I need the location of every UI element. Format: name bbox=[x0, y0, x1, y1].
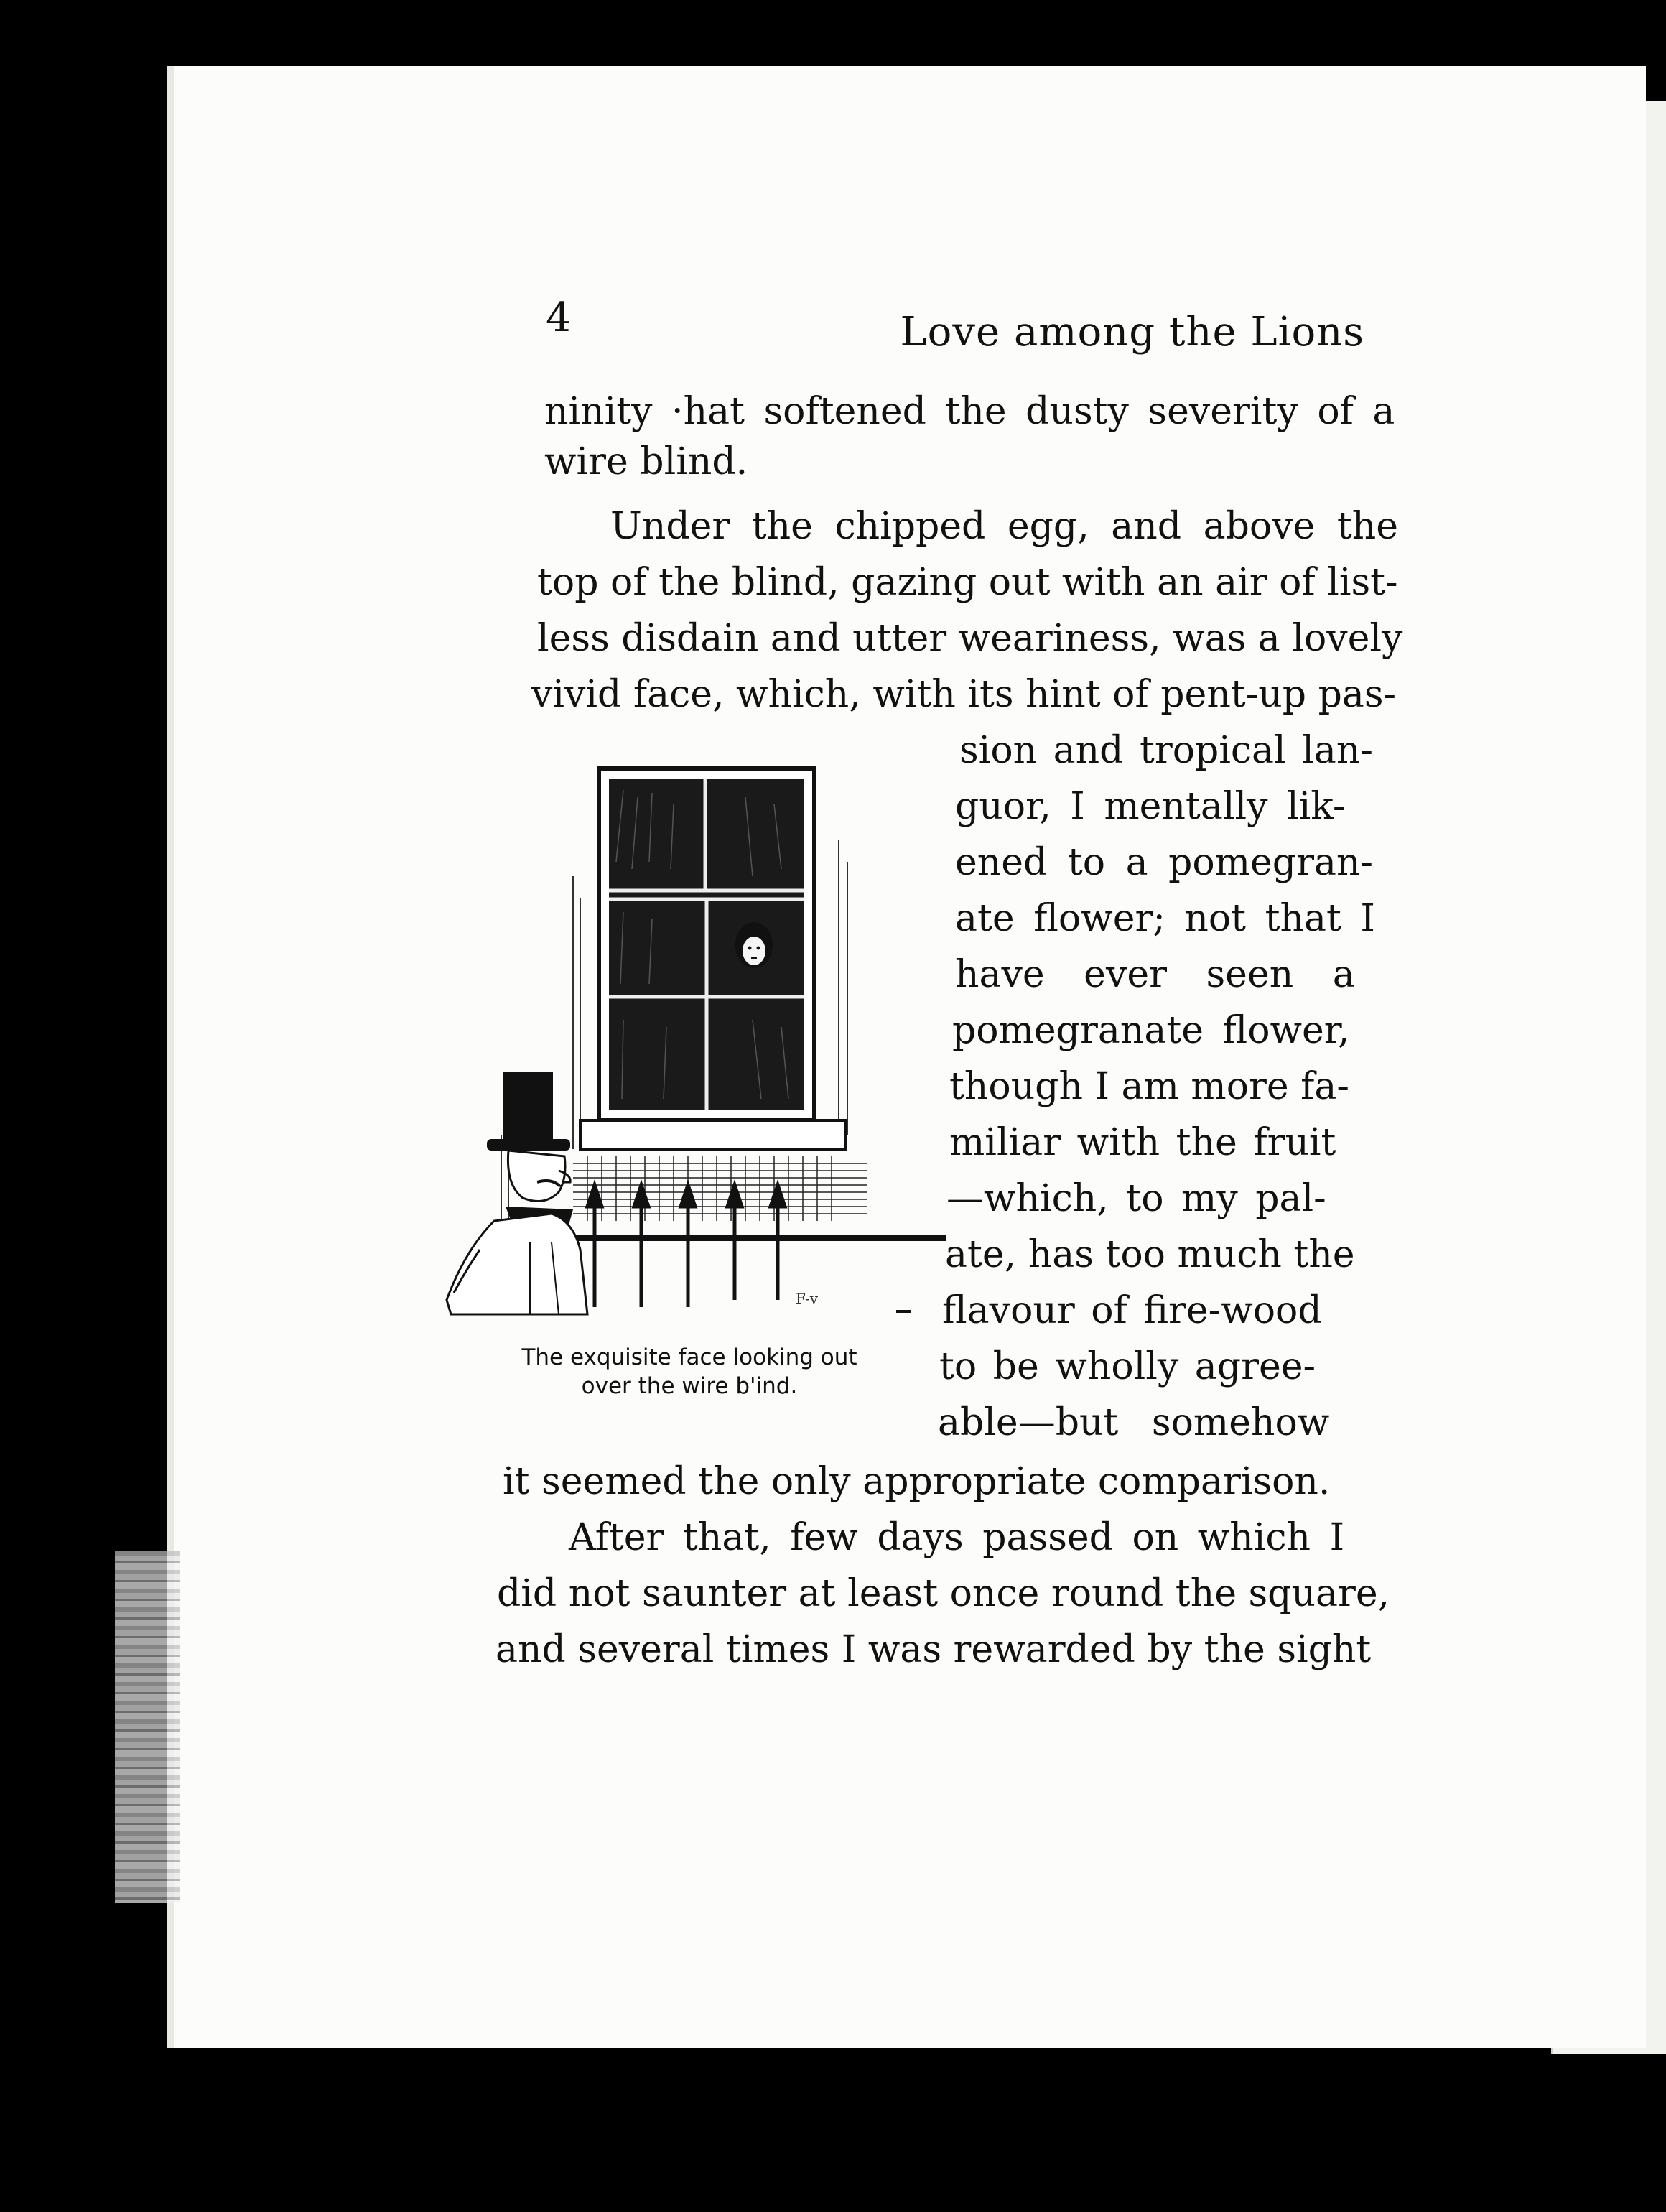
body-line: able—but somehow bbox=[938, 1401, 1330, 1444]
body-line: flavour of fire-wood bbox=[942, 1289, 1322, 1332]
body-line: it seemed the only appropriate comparison. bbox=[503, 1460, 1331, 1503]
illustration-caption bbox=[474, 1343, 905, 1400]
body-line: vivid face, which, with its hint of pent-up pas- bbox=[531, 673, 1397, 716]
caption-line: The exquisite face looking out bbox=[521, 1344, 857, 1370]
wire-blind bbox=[573, 1156, 867, 1221]
body-line: ate, has too much the bbox=[945, 1233, 1355, 1276]
body-line: to be wholly agree- bbox=[939, 1345, 1316, 1388]
page-header bbox=[546, 294, 1364, 373]
body-line: ened to a pomegran- bbox=[955, 841, 1373, 884]
body-line: though I am more fa- bbox=[949, 1065, 1349, 1108]
body-line: did not saunter at least once round the square, bbox=[497, 1572, 1390, 1615]
body-line: and several times I was rewarded by the sight bbox=[495, 1628, 1372, 1671]
body-line: ate flower; not that I bbox=[955, 897, 1375, 940]
window-sill bbox=[580, 1120, 846, 1149]
body-line: top of the blind, gazing out with an air of list- bbox=[537, 561, 1398, 604]
body-line: pomegranate flower, bbox=[952, 1009, 1350, 1052]
body-line: sion and tropical lan- bbox=[959, 729, 1373, 772]
body-line: wire blind. bbox=[544, 440, 748, 483]
face-in-window bbox=[735, 922, 773, 968]
body-line: ninity ·hat softened the dusty severity of a bbox=[544, 390, 1395, 433]
body-line: miliar with the fruit bbox=[949, 1121, 1336, 1164]
gentleman-figure bbox=[447, 1072, 587, 1314]
page-edge-stain bbox=[115, 1551, 180, 1903]
body-line: —which, to my pal- bbox=[946, 1177, 1326, 1220]
page-number: 4 bbox=[546, 294, 572, 341]
iron-railings bbox=[566, 1185, 946, 1307]
window-illustration bbox=[437, 747, 954, 1336]
top-hat bbox=[503, 1072, 553, 1143]
artist-signature: F-v bbox=[796, 1290, 819, 1307]
body-line: After that, few days passed on which I bbox=[569, 1516, 1345, 1559]
caption-line: over the wire b'ind. bbox=[581, 1373, 798, 1399]
body-line: less disdain and utter weariness, was a lovely bbox=[537, 617, 1403, 660]
body-line: guor, I mentally lik- bbox=[955, 785, 1346, 828]
body-line: Under the chipped egg, and above the bbox=[610, 505, 1399, 548]
body-line: have ever seen a bbox=[955, 953, 1355, 996]
running-title: Love among the Lions bbox=[900, 309, 1364, 356]
